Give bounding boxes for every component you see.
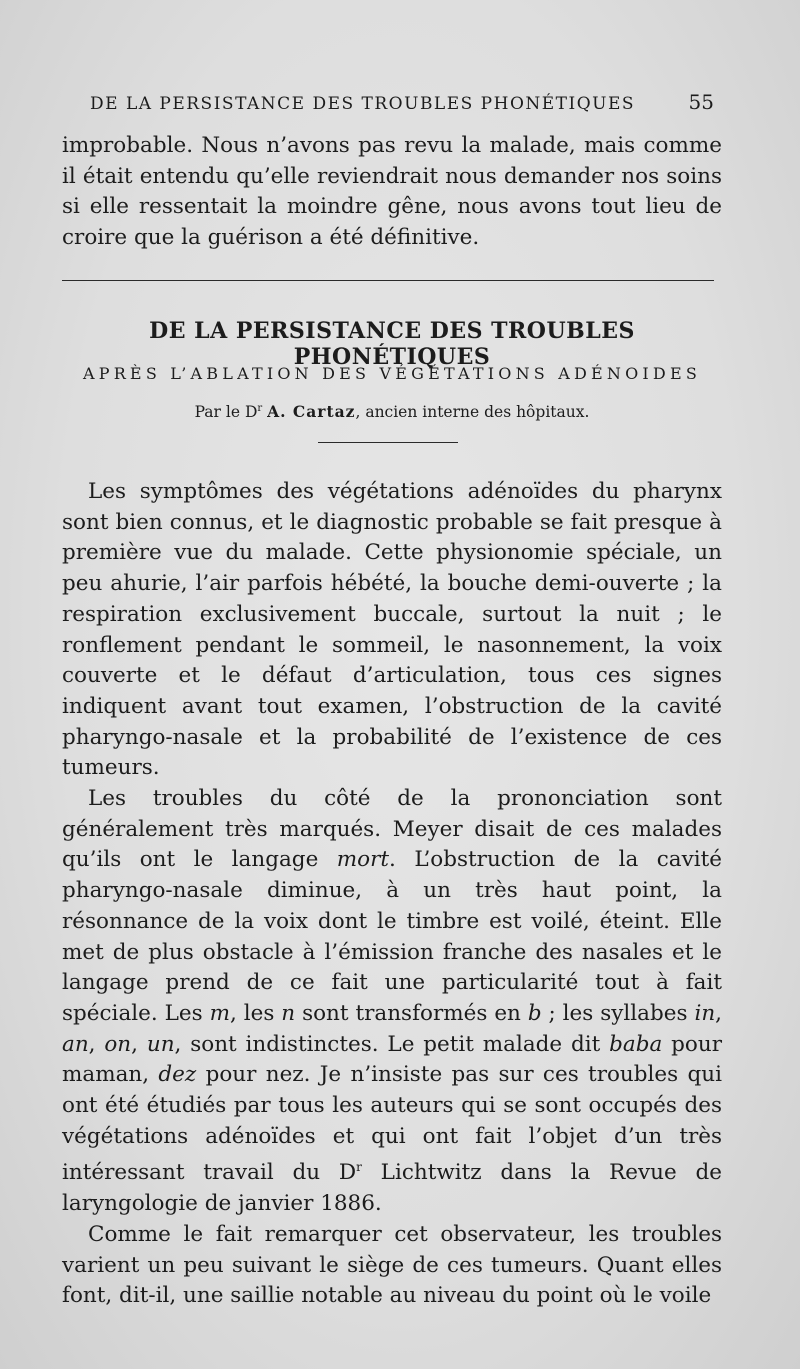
byline-prefix: Par le D [194,403,258,421]
continuation-text [62,131,722,254]
byline-sup: r [257,402,263,414]
article-body [62,477,722,1312]
continuation-paragraph: improbable. Nous n’avons pas revu la malade, mais comme il était entendu qu’elle reviendrait nous demander nos soins si elle ressentait la moindre gêne, nous avons tout lieu de croire que la guérison a été définitive. [62,133,722,251]
paragraph-1: Les symptômes des végétations adénoïdes du pharynx sont bien connus, et le diagnostic probable se fait presque à première vue du malade. Cette physionomie spéciale, un peu ahurie, l’air parfois hébété, la bouche demi-ouverte ; la respiration exclusivement buccale, surtout la nuit ; le ronflement pendant le sommeil, le nasonnement, la voix couverte et le défaut d’articulation, tous ces signes indiquent avant tout examen, l’obstruction de la cavité pharyngo-nasale et la probabilité de l’existence de ces tumeurs. [62,479,722,781]
paragraph-3: Comme le fait remarquer cet observateur, les troubles varient un peu suivant le siège de ces tumeurs. Quant elles font, dit-il, une saillie notable au niveau du point où le voile [62,1222,722,1309]
running-head [90,90,714,114]
article-byline [62,402,722,421]
paragraph-2: Les troubles du côté de la prononciation sont généralement très marqués. Meyer disait de ces malades qu’ils ont le langage mort. L’obstruction de la cavité pharyngo-nasale diminue, à un très haut point, la résonnance de la voix dont le timbre est voilé, éteint. Elle met de plus obstacle à l’émission franche des nasales et le langage prend de ce fait une particularité tout à fait spéciale. Les m, les n sont transformés en b ; les syllabes in, an, on, un, sont indistinctes. Le petit malade dit baba pour maman, dez pour nez. Je n’insiste pas sur ces troubles qui ont été étudiés par tous les auteurs qui se sont occupés des végétations adénoïdes et qui ont fait l’objet d’un très intéressant travail du $D^r$ Lichtwitz dans la Revue de laryngologie de janvier 1886. [62,786,723,1217]
title-divider [318,442,458,443]
article-title: DE LA PERSISTANCE DES TROUBLES PHONÉTIQUES [149,318,635,370]
section-divider [62,280,714,281]
byline-suffix: , ancien interne des hôpitaux. [355,403,590,421]
page-number: 55 [688,90,714,114]
author-name: A. Cartaz [267,402,356,421]
article-subtitle: APRÈS L’ABLATION DES VÉGÉTATIONS ADÉNOIDES [82,364,702,383]
running-head-title: DE LA PERSISTANCE DES TROUBLES PHONÉTIQUES [90,94,636,114]
